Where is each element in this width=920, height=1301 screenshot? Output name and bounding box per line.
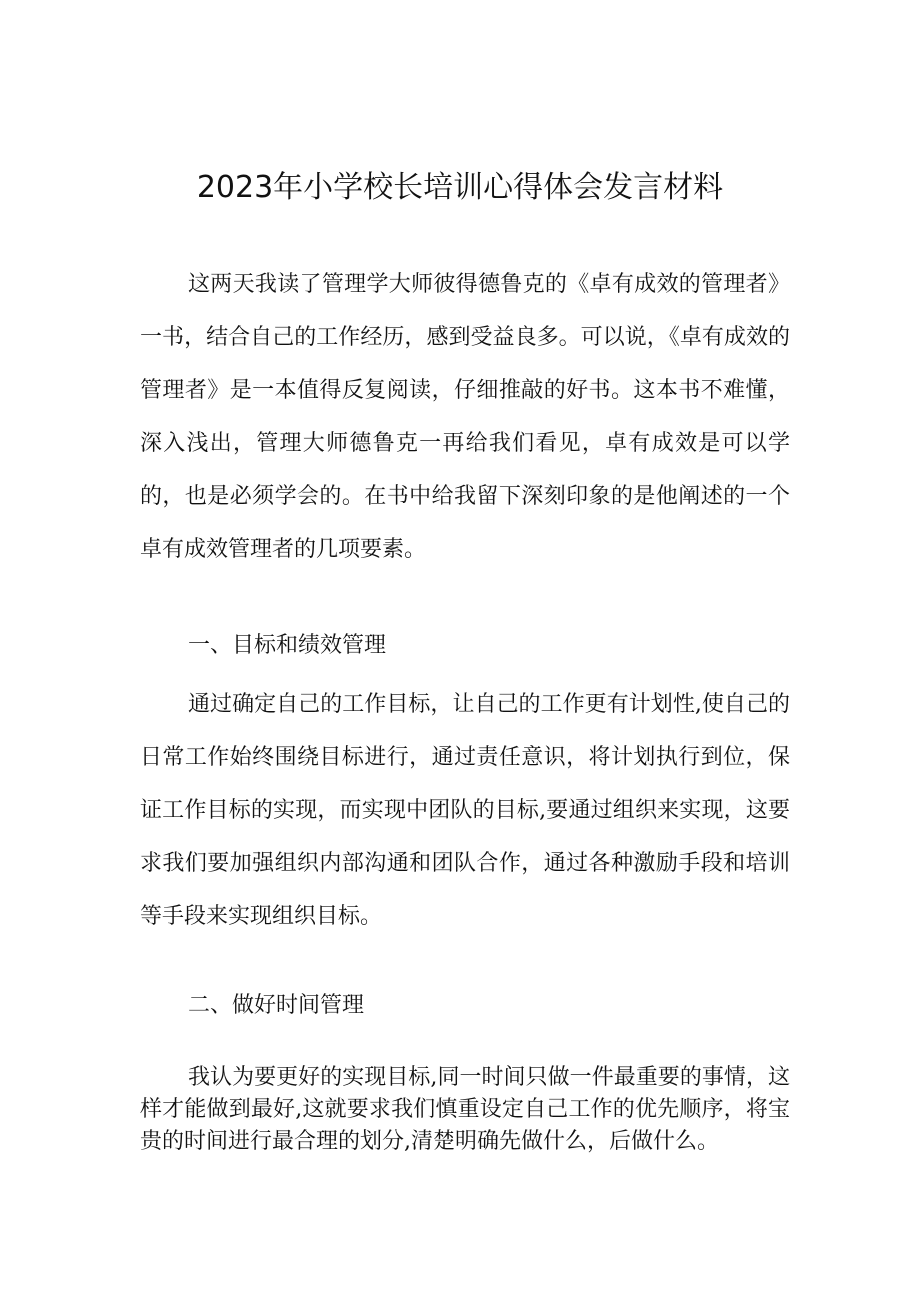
intro-paragraph: 这两天我读了管理学大师彼得德鲁克的《卓有成效的管理者》一书，结合自己的工作经历，感到受益良多。可以说，《卓有成效的管理者》是一本值得反复阅读，仔细推敲的好书。这本书不难懂，深入浅出，管理大师德鲁克一再给我们看见，卓有成效是可以学的，也是必须学会的。在书中给我留下深刻印象的是他阐述的一个卓有成效管理者的几项要素。 (140, 272, 790, 562)
document-title: 2023年小学校长培训心得体会发言材料 (196, 170, 724, 205)
section-heading-goals: 一、目标和绩效管理 (188, 633, 387, 658)
section-body-time: 我认为要更好的实现目标,同一时间只做一件最重要的事情，这样才能做到最好,这就要求我们慎重设定自己工作的优先顺序，将宝贵的时间进行最合理的划分,清楚明确先做什么，后做什么。 (140, 1065, 790, 1154)
section-heading-time: 二、做好时间管理 (188, 993, 365, 1018)
section-body-goals: 通过确定自己的工作目标，让自己的工作更有计划性,使自己的日常工作始终围绕目标进行，通过责任意识，将计划执行到位，保证工作目标的实现，而实现中团队的目标,要通过组织来实现，这要求我们要加强组织内部沟通和团队合作，通过各种激励手段和培训等手段来实现组织目标。 (140, 692, 790, 929)
